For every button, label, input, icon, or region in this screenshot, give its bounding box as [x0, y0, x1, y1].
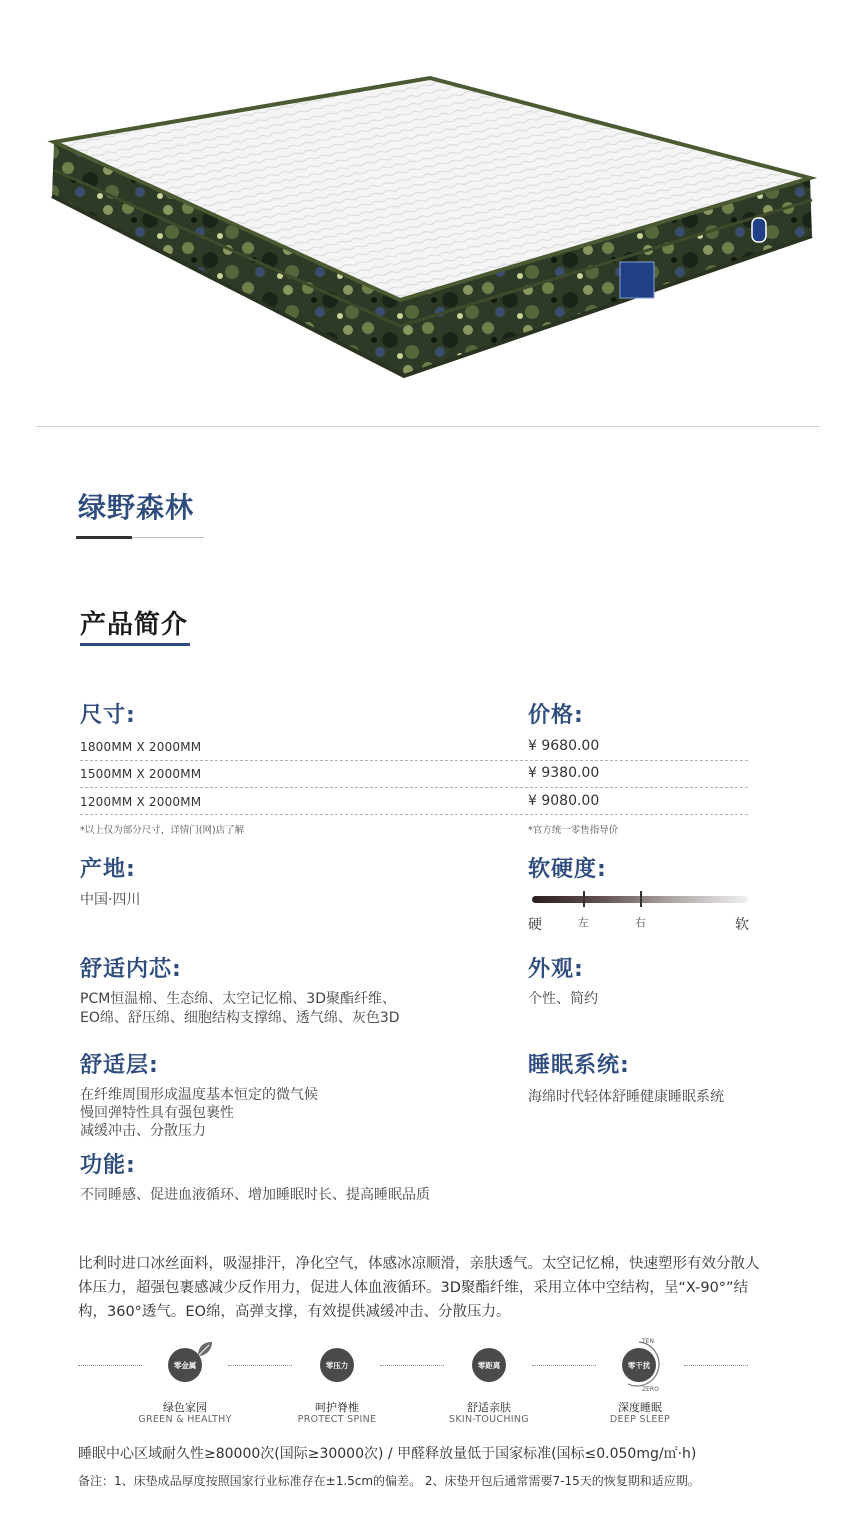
hardness-right-label: 右	[635, 916, 646, 929]
badge-label: 零压力	[325, 1360, 349, 1370]
size-heading: 尺寸:	[80, 703, 136, 728]
row-divider	[80, 814, 748, 815]
sleep-system-value: 海绵时代轻体舒睡健康睡眠系统	[528, 1089, 724, 1105]
badge-label: 零距离	[477, 1360, 501, 1370]
feature-title: 呵护脊椎	[315, 1401, 359, 1414]
comfort-line: 减缓冲击、分散压力	[80, 1123, 206, 1139]
description	[78, 1252, 768, 1324]
feature-subtitle: PROTECT SPINE	[297, 1414, 377, 1425]
appearance-heading: 外观:	[528, 957, 584, 982]
feature-subtitle: GREEN & HEALTHY	[138, 1414, 232, 1425]
size-row: 1500MM X 2000MM	[80, 767, 202, 781]
badge-label: 零干扰	[627, 1360, 651, 1370]
hardness-right-marker	[640, 891, 642, 907]
size-note: *以上仅为部分尺寸，详情门(网)店了解	[80, 825, 245, 836]
row-divider	[80, 760, 748, 761]
hardness-left-marker	[583, 891, 585, 907]
sleep-system-heading: 睡眠系统:	[528, 1053, 630, 1078]
comfort-line: 慢回弹特性具有强包裹性	[80, 1105, 234, 1121]
product-name: 绿野森林	[78, 491, 195, 524]
feature-divider	[228, 1365, 292, 1366]
core-heading: 舒适内芯:	[80, 957, 182, 982]
top-divider	[36, 426, 820, 427]
appearance-value: 个性、简约	[528, 991, 598, 1007]
section-title: 产品简介	[80, 610, 189, 640]
hardness-hard-label: 硬	[528, 917, 542, 933]
spine-badge-icon	[320, 1348, 354, 1382]
price-row: ¥ 9380.00	[528, 765, 600, 781]
feature-divider	[532, 1365, 596, 1366]
origin-heading: 产地:	[80, 857, 136, 882]
ring-top-label: TEN	[642, 1338, 654, 1345]
size-row: 1200MM X 2000MM	[80, 795, 202, 809]
mattress-image	[0, 0, 860, 420]
leaf-icon	[196, 1340, 214, 1358]
function-value: 不同睡感、促进血液循环、增加睡眠时长、提高睡眠品质	[80, 1187, 430, 1203]
comfort-line: 在纤维周围形成温度基本恒定的微气候	[80, 1087, 318, 1103]
feature-divider	[684, 1365, 748, 1366]
sleep-badge-icon	[622, 1348, 656, 1382]
price-row: ¥ 9080.00	[528, 793, 600, 809]
section-title-underline	[80, 643, 190, 646]
row-divider	[80, 787, 748, 788]
feature-title: 绿色家园	[163, 1401, 207, 1414]
feature-title: 舒适亲肤	[467, 1401, 511, 1414]
description-line: 构，360°透气。EO绵，高弹支撑，有效提供减缓冲击、分散压力。	[78, 1304, 511, 1320]
feature-subtitle: DEEP SLEEP	[609, 1414, 671, 1425]
description-line: 体压力，超强包裹感减少反作用力，促进人体血液循环。3D聚酯纤维，采用立体中空结构，呈“X-90°”结	[78, 1280, 749, 1296]
badge-label: 零金属	[173, 1360, 197, 1370]
price-heading: 价格:	[528, 703, 584, 728]
price-note: *官方统一零售指导价	[528, 825, 619, 836]
core-line: PCM恒温棉、生态绵、太空记忆棉、3D聚酯纤维、	[80, 991, 396, 1007]
comfort-heading: 舒适层:	[80, 1053, 159, 1078]
origin-value: 中国·四川	[80, 892, 141, 908]
hardness-left-label: 左	[578, 916, 589, 929]
size-row: 1800MM X 2000MM	[80, 740, 202, 754]
hardness-soft-label: 软	[735, 917, 749, 933]
feature-divider	[78, 1365, 142, 1366]
remark-note: 备注：1、床垫成品厚度按照国家行业标准存在±1.5cm的偏差。 2、床垫开包后通常需要7-15天的恢复期和适应期。	[78, 1474, 700, 1488]
product-name-underline-accent	[76, 536, 132, 539]
feature-subtitle: SKIN-TOUCHING	[449, 1414, 529, 1425]
ring-bottom-label: ZERO	[642, 1386, 659, 1393]
durability-note: 睡眠中心区域耐久性≥80000次(国际≥30000次) / 甲醛释放量低于国家标准(国标≤0.050mg/㎡·h)	[78, 1446, 697, 1462]
skin-badge-icon	[472, 1348, 506, 1382]
hardness-heading: 软硬度:	[528, 857, 607, 882]
price-row: ¥ 9680.00	[528, 738, 600, 754]
function-heading: 功能:	[80, 1153, 136, 1178]
feature-divider	[380, 1365, 444, 1366]
description-line: 比利时进口冰丝面料，吸湿排汗，净化空气，体感冰凉顺滑，亲肤透气。太空记忆棉，快速塑形有效分散人	[78, 1256, 760, 1272]
feature-title: 深度睡眠	[618, 1401, 662, 1414]
core-line: EO绵、舒压绵、细胞结构支撑绵、透气绵、灰色3D	[80, 1010, 400, 1026]
